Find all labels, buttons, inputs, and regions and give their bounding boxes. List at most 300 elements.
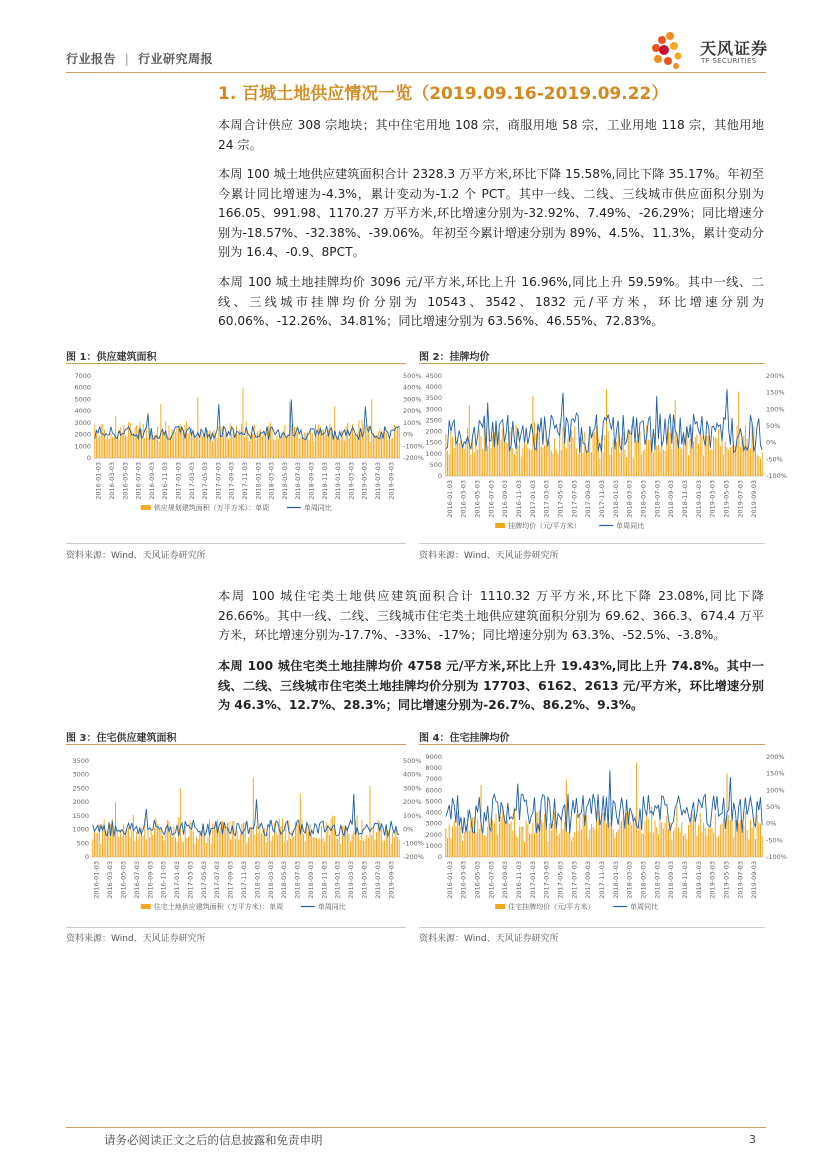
bar xyxy=(368,838,369,857)
bar xyxy=(126,830,127,857)
x-tick-label: 2018-01-03 xyxy=(254,462,263,500)
x-tick-label: 2017-01-03 xyxy=(528,480,537,518)
bar xyxy=(197,397,198,458)
bar xyxy=(661,822,662,857)
bar xyxy=(199,831,200,857)
bar xyxy=(671,449,672,476)
figure-1-chart xyxy=(66,368,424,543)
bar xyxy=(665,823,666,857)
bar xyxy=(259,823,260,857)
bar xyxy=(216,823,217,857)
bar xyxy=(157,427,158,458)
bar xyxy=(344,825,345,857)
bar xyxy=(541,447,542,476)
bar xyxy=(248,837,249,857)
bar xyxy=(323,838,324,857)
bar xyxy=(693,814,694,857)
bar xyxy=(593,432,594,476)
bar xyxy=(596,819,597,857)
bar xyxy=(346,426,347,458)
y2-tick-label: 100% xyxy=(766,405,785,414)
y2-tick-label: -100% xyxy=(403,839,424,848)
bar xyxy=(284,842,285,857)
bar xyxy=(120,427,121,458)
bar xyxy=(762,452,763,476)
y-tick-label: 4500 xyxy=(425,372,442,380)
bar xyxy=(331,819,332,857)
bar xyxy=(690,439,691,476)
bar xyxy=(571,430,572,476)
bar xyxy=(123,425,124,458)
x-tick-label: 2017-09-03 xyxy=(584,480,593,518)
y-tick-label: 2500 xyxy=(72,784,89,793)
bar xyxy=(235,839,236,857)
bar xyxy=(350,431,351,458)
y-tick-label: 4000 xyxy=(425,383,442,392)
bar xyxy=(449,824,450,857)
bar xyxy=(300,794,301,857)
bar xyxy=(623,432,624,476)
legend-bar-label: 挂牌均价（元/平方米） xyxy=(508,522,581,530)
y2-tick-label: 200% xyxy=(403,407,422,416)
bar xyxy=(207,837,208,857)
x-tick-label: 2019-09-03 xyxy=(387,861,396,899)
bar xyxy=(271,426,272,458)
x-tick-label: 2018-09-03 xyxy=(667,480,676,518)
bar xyxy=(760,459,761,476)
x-tick-label: 2019-07-03 xyxy=(374,462,383,500)
y2-tick-label: 500% xyxy=(403,757,422,765)
bar xyxy=(318,839,319,857)
bar xyxy=(716,837,717,857)
bar xyxy=(701,435,702,476)
bar xyxy=(240,834,241,857)
bar xyxy=(618,830,619,857)
bar xyxy=(757,815,758,857)
bar xyxy=(294,427,295,458)
bar xyxy=(370,442,371,458)
bar xyxy=(591,452,592,476)
bar xyxy=(143,424,144,458)
bar xyxy=(360,840,361,857)
bar xyxy=(711,828,712,857)
x-tick-label: 2017-01-03 xyxy=(174,462,183,500)
bar xyxy=(122,432,123,458)
bar xyxy=(347,423,348,458)
y2-tick-label: 400% xyxy=(403,770,422,779)
bar xyxy=(117,436,118,458)
bar xyxy=(391,844,392,857)
report-header xyxy=(66,50,213,67)
bar xyxy=(454,820,455,857)
bar xyxy=(391,439,392,458)
bar xyxy=(713,833,714,857)
x-tick-label: 2019-07-03 xyxy=(736,480,745,518)
bar xyxy=(118,439,119,458)
brand-name: 天风证券 xyxy=(700,39,769,58)
bar xyxy=(636,440,637,476)
x-tick-label: 2017-11-03 xyxy=(240,861,248,899)
y2-tick-label: 0% xyxy=(403,825,414,834)
bar xyxy=(522,448,523,476)
bar xyxy=(723,454,724,476)
bar xyxy=(516,425,517,476)
bar xyxy=(653,832,654,857)
bar xyxy=(272,836,273,857)
bar xyxy=(758,456,759,476)
bar xyxy=(606,389,607,476)
bar xyxy=(641,833,642,857)
y2-tick-label: 300% xyxy=(403,395,422,404)
bar xyxy=(655,820,656,857)
bar xyxy=(259,431,260,458)
bar xyxy=(588,839,589,857)
bar xyxy=(643,834,644,857)
bar xyxy=(680,447,681,476)
bar xyxy=(243,823,244,857)
x-tick-label: 2016-07-03 xyxy=(487,480,496,518)
x-tick-label: 2017-05-03 xyxy=(556,861,565,899)
bar xyxy=(389,436,390,458)
bar xyxy=(300,437,301,458)
bar xyxy=(181,841,182,857)
x-tick-label: 2016-07-03 xyxy=(487,861,496,899)
bar xyxy=(542,822,543,857)
footer-divider xyxy=(66,1127,766,1128)
bar xyxy=(758,822,759,857)
x-tick-label: 2016-09-03 xyxy=(147,462,156,500)
bar xyxy=(363,841,364,857)
legend-bar-label: 住宅土地供应建筑面积（万平方米）：单周 xyxy=(153,903,284,911)
bar xyxy=(452,826,453,857)
y-tick-label: 3000 xyxy=(425,405,442,414)
x-tick-label: 2019-09-03 xyxy=(750,480,759,518)
bar xyxy=(685,834,686,857)
bar xyxy=(745,425,746,476)
bar xyxy=(457,812,458,857)
x-tick-label: 2019-05-03 xyxy=(722,861,731,899)
bar xyxy=(263,432,264,458)
bar xyxy=(524,439,525,476)
bar xyxy=(130,838,131,857)
bar xyxy=(217,819,218,857)
bar xyxy=(750,448,751,476)
bar xyxy=(225,828,226,857)
bar xyxy=(732,822,733,857)
x-tick-label: 2018-05-03 xyxy=(280,861,289,899)
bar xyxy=(146,427,147,458)
x-tick-label: 2016-03-03 xyxy=(459,480,468,518)
bar xyxy=(521,827,522,857)
bar xyxy=(125,833,126,857)
bar xyxy=(527,448,528,476)
bar xyxy=(663,829,664,857)
bar xyxy=(447,451,448,476)
x-tick-label: 2019-01-03 xyxy=(694,480,703,518)
bar xyxy=(345,829,346,857)
bar xyxy=(265,437,266,458)
bar xyxy=(280,826,281,857)
bar xyxy=(467,428,468,476)
y2-tick-label: 100% xyxy=(766,786,785,795)
bar xyxy=(486,837,487,857)
x-tick-label: 2016-11-03 xyxy=(161,462,170,500)
bar xyxy=(700,813,701,857)
y-tick-label: 8000 xyxy=(425,764,442,773)
y2-tick-label: -100% xyxy=(766,853,787,861)
bar xyxy=(165,422,166,458)
bar-series xyxy=(92,777,399,857)
bar xyxy=(333,437,334,458)
bar xyxy=(658,834,659,857)
legend-bar-swatch xyxy=(495,904,505,909)
bar xyxy=(123,824,124,857)
bar xyxy=(517,838,518,857)
bar xyxy=(492,821,493,857)
bar xyxy=(329,836,330,857)
header-category: 行业报告 xyxy=(66,52,117,66)
figure-3-title: 图 3：住宅供应建筑面积 xyxy=(66,733,177,744)
y-tick-label: 5000 xyxy=(74,395,91,404)
bar xyxy=(496,430,497,476)
bar xyxy=(688,455,689,476)
bar xyxy=(546,829,547,857)
x-tick-label: 2019-01-03 xyxy=(694,861,703,899)
bar xyxy=(710,450,711,476)
bar xyxy=(556,450,557,476)
bar xyxy=(257,431,258,458)
bar xyxy=(337,839,338,857)
x-tick-label: 2018-11-03 xyxy=(680,861,689,899)
bar xyxy=(573,837,574,857)
bar xyxy=(599,459,600,476)
bar xyxy=(479,829,480,857)
bar xyxy=(298,825,299,857)
bar xyxy=(504,443,505,476)
bar xyxy=(131,831,132,857)
bar xyxy=(342,431,343,458)
bar xyxy=(645,821,646,857)
bar xyxy=(334,816,335,857)
bar xyxy=(715,438,716,476)
bar xyxy=(386,830,387,857)
bar xyxy=(244,437,245,458)
x-tick-label: 2019-07-03 xyxy=(373,861,382,899)
bar xyxy=(703,823,704,857)
x-tick-label: 2017-05-03 xyxy=(201,462,210,500)
bar xyxy=(499,432,500,476)
bar xyxy=(397,427,398,458)
bar xyxy=(175,432,176,458)
line-series xyxy=(93,794,399,837)
bar xyxy=(185,425,186,458)
bar xyxy=(361,820,362,857)
bar xyxy=(681,822,682,857)
legend-bar-label: 住宅挂牌均价（元/平方米） xyxy=(508,903,595,911)
bar xyxy=(514,808,515,857)
bar xyxy=(650,832,651,857)
bar xyxy=(324,842,325,857)
bar xyxy=(332,816,333,857)
x-tick-label: 2016-11-03 xyxy=(159,861,168,899)
bar xyxy=(509,824,510,857)
bar xyxy=(271,841,272,857)
bar xyxy=(740,820,741,857)
bar xyxy=(743,825,744,857)
bar xyxy=(568,832,569,857)
bar xyxy=(133,815,134,857)
bar xyxy=(360,434,361,458)
bar xyxy=(730,447,731,476)
bar xyxy=(720,446,721,476)
x-tick-label: 2016-07-03 xyxy=(134,462,143,500)
bar xyxy=(688,825,689,857)
bar xyxy=(288,434,289,458)
bar xyxy=(470,821,471,857)
bar xyxy=(130,423,131,458)
bar xyxy=(668,829,669,857)
bar xyxy=(701,832,702,857)
bar xyxy=(237,831,238,857)
x-tick-label: 2017-09-03 xyxy=(584,861,593,899)
y-tick-label: 500 xyxy=(429,460,442,469)
bar xyxy=(571,841,572,857)
bar xyxy=(168,426,169,458)
bar xyxy=(326,822,327,857)
bar xyxy=(673,426,674,476)
x-tick-label: 2018-03-03 xyxy=(625,861,634,899)
bar xyxy=(176,428,177,458)
bar xyxy=(318,424,319,458)
bar xyxy=(578,455,579,476)
bar xyxy=(666,816,667,857)
bar xyxy=(399,426,400,458)
bar xyxy=(512,448,513,476)
paragraph-residential-area: 本周 100 城住宅类土地供应建筑面积合计 1110.32 万平方米,环比下降 23.08%,同比下降 26.66%。其中一线、二线、三线城市住宅类土地供应建筑面积分别为 69.62、366.3、674.4 万平方米，环比增速分别为-17.7%、-33%、-17%；同比增速分别为 63.3%、-52.5%、-3.8%。 xyxy=(218,589,764,642)
bar xyxy=(285,824,286,857)
bar xyxy=(561,818,562,857)
bar xyxy=(626,813,627,857)
x-tick-label: 2016-11-03 xyxy=(515,480,524,518)
bar xyxy=(648,439,649,476)
x-tick-label: 2017-03-03 xyxy=(186,861,195,899)
bar xyxy=(482,834,483,857)
figure-1-top-rule xyxy=(66,363,406,364)
x-tick-label: 2017-11-03 xyxy=(241,462,249,500)
bar xyxy=(718,429,719,476)
x-tick-label: 2016-09-03 xyxy=(501,861,510,899)
bar xyxy=(487,827,488,857)
figure-4-source: 资料来源：Wind、天风证券研究所 xyxy=(419,934,559,944)
bar xyxy=(186,422,187,458)
bar xyxy=(544,814,545,857)
x-tick-label: 2016-03-03 xyxy=(107,462,116,500)
bar xyxy=(747,830,748,857)
bar xyxy=(363,434,364,458)
bar xyxy=(691,811,692,857)
x-tick-label: 2018-05-03 xyxy=(639,861,648,899)
bar xyxy=(733,837,734,857)
y2-tick-label: -200% xyxy=(403,853,424,861)
bar xyxy=(178,428,179,458)
y2-tick-label: -200% xyxy=(403,454,424,462)
bar xyxy=(696,434,697,476)
bar xyxy=(445,434,446,476)
bar xyxy=(286,437,287,458)
bar xyxy=(225,434,226,458)
bar xyxy=(711,450,712,476)
y-tick-label: 2000 xyxy=(425,427,442,436)
bar xyxy=(266,842,267,857)
x-tick-label: 2017-07-03 xyxy=(570,861,579,899)
bar xyxy=(149,438,150,458)
bar xyxy=(135,427,136,458)
bar xyxy=(727,447,728,476)
bar xyxy=(122,837,123,857)
bar xyxy=(698,825,699,857)
bar xyxy=(164,840,165,857)
bar xyxy=(303,834,304,857)
figure-2-title: 图 2：挂牌均价 xyxy=(419,352,490,363)
y2-tick-label: 0% xyxy=(403,430,414,439)
x-tick-label: 2016-11-03 xyxy=(515,861,524,899)
bar xyxy=(190,821,191,857)
bar xyxy=(397,837,398,857)
bar xyxy=(173,826,174,857)
bar xyxy=(554,812,555,857)
bar xyxy=(740,447,741,476)
x-tick-label: 2018-05-03 xyxy=(280,462,289,500)
bar xyxy=(494,823,495,857)
x-tick-label: 2017-03-03 xyxy=(542,861,551,899)
bar xyxy=(557,835,558,857)
bar xyxy=(514,454,515,476)
bar xyxy=(486,452,487,476)
bar xyxy=(651,806,652,857)
bar xyxy=(517,445,518,476)
bar xyxy=(629,430,630,476)
y2-tick-label: -50% xyxy=(766,455,783,464)
bar xyxy=(487,445,488,476)
bar xyxy=(651,448,652,476)
bar xyxy=(578,831,579,857)
x-tick-label: 2017-11-03 xyxy=(598,480,606,518)
bar xyxy=(375,435,376,458)
y2-tick-label: 200% xyxy=(766,753,785,761)
bar xyxy=(117,829,118,857)
bar xyxy=(676,807,677,857)
line-series xyxy=(95,399,399,439)
bar xyxy=(282,818,283,857)
bar xyxy=(120,829,121,857)
bar xyxy=(97,833,98,857)
x-tick-label: 2019-07-03 xyxy=(736,861,745,899)
x-tick-label: 2017-01-03 xyxy=(173,861,182,899)
bar xyxy=(102,424,103,458)
bar xyxy=(496,814,497,857)
bar xyxy=(449,454,450,476)
line-series xyxy=(446,389,762,452)
bar xyxy=(100,844,101,857)
bar xyxy=(313,442,314,458)
bar xyxy=(549,441,550,476)
bar xyxy=(675,400,676,476)
bar xyxy=(262,436,263,458)
bar xyxy=(619,453,620,476)
x-tick-label: 2018-09-03 xyxy=(306,861,315,899)
bar xyxy=(278,439,279,458)
bar xyxy=(534,833,535,857)
